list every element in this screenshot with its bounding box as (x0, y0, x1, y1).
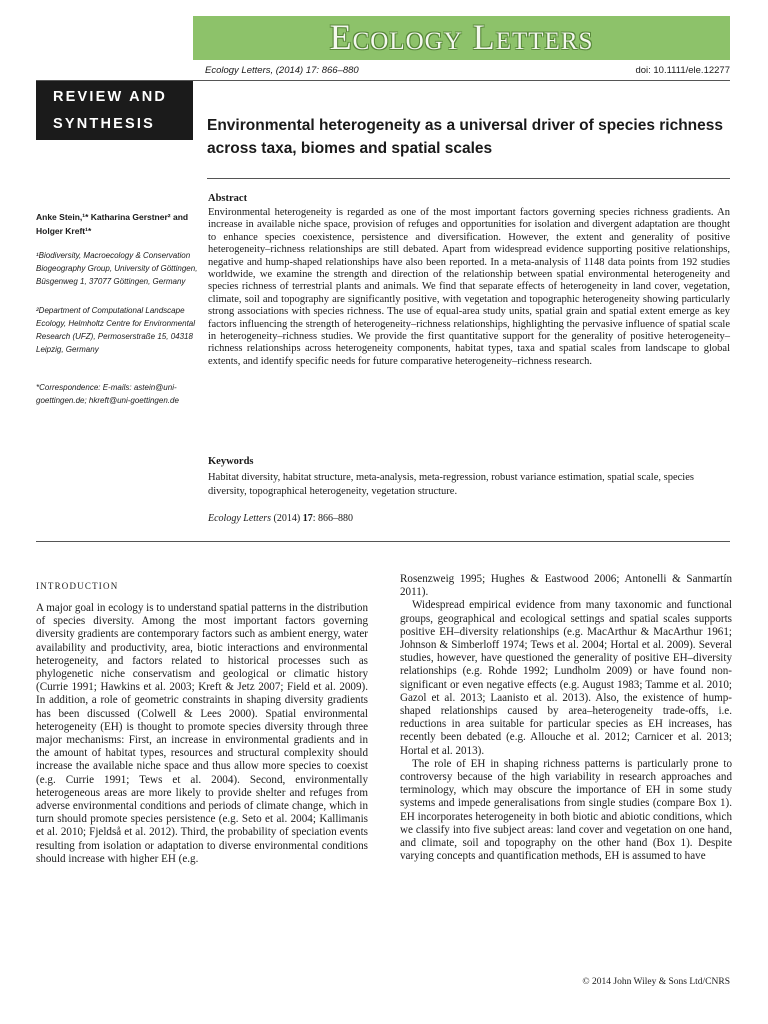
abstract-rule (36, 541, 730, 542)
journal-name: Ecology Letters (329, 17, 594, 57)
copyright: © 2014 John Wiley & Sons Ltd/CNRS (582, 977, 730, 987)
journal-banner (193, 16, 730, 60)
intro-paragraph-1-cont: Rosenzweig 1995; Hughes & Eastwood 2006; Antonelli & Sanmartín 2011). (400, 573, 732, 599)
body-column-right (400, 573, 732, 863)
citation-volume: 17 (302, 513, 313, 524)
intro-paragraph-1: A major goal in ecology is to understand spatial patterns in the distribution of species diversity. Among the most important factors governing diversity gradients are contemporary factors such as ambient energy, water availability and productivity, area, biotic interactions and environmental heterogeneity, and factors related to historical processes such as phylogenetic niche conservatism and geological or climatic history (Currie 1991; Hawkins et al. 2003; Kreft & Jetz 2007; Field et al. 2009). In addition, a role of geometric constraints in shaping diversity gradients has been discussed (Colwell & Lees 2000). Spatial environmental heterogeneity (EH) is thought to promote species diversity through three major mechanisms: First, an increase in environmental gradients and in the amount of habitat types, resources and structural complexity should increase the available niche space and thus allow more species to coexist (e.g. Currie 1991; Tews et al. 2004). Second, environmentally heterogeneous areas are more likely to provide shelter and refuges from adverse environmental conditions and periods of climate change, which in turn should promote species persistence (e.g. Seto et al. 2004; Kallimanis et al. 2010; Fjeldså et al. 2012). Third, the probability of speciation events resulting from isolation or adaptation to diverse environmental conditions should increase with higher EH (e.g. (36, 602, 368, 865)
keywords-heading: Keywords (208, 456, 254, 467)
citation-year: (2014) (273, 513, 301, 524)
authors: Anke Stein,¹* Katharina Gerstner² and Holger Kreft¹* (36, 212, 189, 236)
intro-paragraph-3: The role of EH in shaping richness patterns is particularly prone to controversy because of the high variability in research approaches and terminology, which may obscure the importance of EH in some study systems and impede generalisations from single studies (compare Box 1). EH incorporates heterogeneity in both biotic and abiotic conditions, which we classify into five subject areas: land cover and vegetation on one hand, and climate, soil and topography on the other hand (Box 1). Despite varying concepts and quantification methods, EH is assumed to have (400, 757, 732, 863)
abstract-text: Environmental heterogeneity is regarded as one of the most important factors governing species richness gradients. An increase in available niche space, provision of refuges and opportunities for isolation and divergent adaptation are thought to enhance species coexistence, persistence and diversification. However, the extent and generality of positive heterogeneity–richness relationships are still debated. Apart from widespread evidence supporting positive relationships, negative and hump-shaped relationships have also been reported. In a meta-analysis of 1148 data points from 192 studies worldwide, we examine the strength and direction of the relationship between spatial environmental heterogeneity and species richness of terrestrial plants and animals. We find that separate effects of heterogeneity in land cover, vegetation, climate, soil and topography are significantly positive, with vegetation and topographic heterogeneity showing particularly strong associations with species richness. The use of equal-area study units, spatial grain and spatial extent emerge as key factors influencing the strength of heterogeneity–richness relationships, highlighting the pervasive influence of spatial scale in heterogeneity–richness studies. We provide the first quantitative support for the generality of positive heterogeneity–richness relationships across heterogeneity components, habitat types, taxa and spatial scales from landscape to global extents, and identify specific needs for future comparative heterogeneity–richness research. (208, 207, 730, 367)
article-title: Environmental heterogeneity as a universal driver of species richness across taxa, biomes and spatial scales (207, 117, 724, 157)
affiliation-2: ²Department of Computational Landscape Ecology, Helmholtz Centre for Environmental Research (UFZ), Permoserstraße 15, 04318 Leipzig, Germany (36, 306, 196, 354)
citation-footer (208, 513, 353, 524)
title-rule (207, 178, 730, 179)
abstract-heading: Abstract (208, 193, 248, 204)
citation-header: Ecology Letters, (2014) 17: 866–880 (205, 65, 359, 76)
introduction-heading: INTRODUCTION (36, 581, 119, 591)
body-column-left (36, 602, 368, 866)
section-badge-line2: SYNTHESIS (53, 116, 155, 132)
keywords-text: Habitat diversity, habitat structure, meta-analysis, meta-regression, robust variance estimation, spatial scale, species diversity, topographical heterogeneity, vegetation structure. (208, 472, 694, 497)
citation-pages: : 866–880 (312, 513, 353, 524)
citation-journal: Ecology Letters (208, 513, 272, 524)
section-badge-line1: REVIEW AND (53, 89, 168, 105)
correspondence: *Correspondence: E-mails: astein@uni-goettingen.de; hkreft@uni-goettingen.de (36, 383, 179, 405)
section-badge (36, 81, 193, 140)
doi: doi: 10.1111/ele.12277 (635, 65, 730, 76)
intro-paragraph-2: Widespread empirical evidence from many taxonomic and functional groups, geographical and ecological settings and spatial scales supports positive EH–diversity relationships (e.g. MacArthur & MacArthur 1961; Johnson & Simberloff 1974; Tews et al. 2004; Hortal et al. 2009). Several studies, however, have questioned the generality of positive EH–diversity relationships (e.g. Rohde 1992; Lundholm 2009) or have found non-significant or even negative effects (e.g. August 1983; Tamme et al. 2010; Gazol et al. 2013; Laanisto et al. 2013). Also, the existence of hump-shaped relationships caused by area–heterogeneity trade-offs, i.e. reductions in area suitable for particular species as EH increases, has recently been debated (e.g. Allouche et al. 2012; Carnicer et al. 2013; Hortal et al. 2013). (400, 599, 732, 757)
affiliation-1: ¹Biodiversity, Macroecology & Conservation Biogeography Group, University of Göttingen, Büsgenweg 1, 37077 Göttingen, Germany (36, 251, 198, 286)
